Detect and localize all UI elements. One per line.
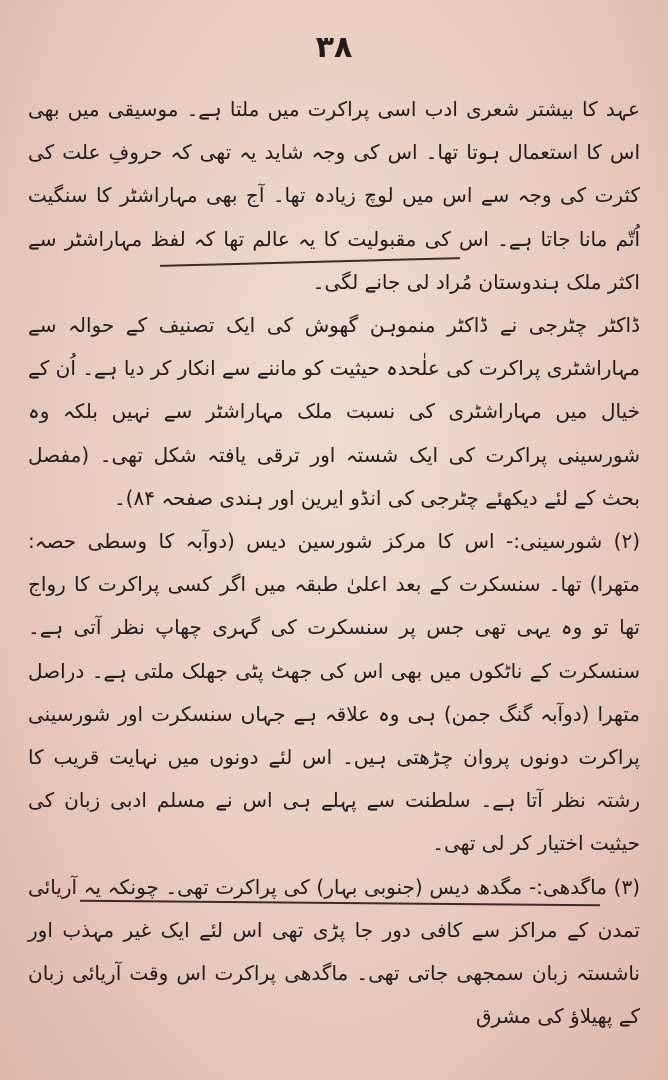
paragraph-2: ڈاکٹر چٹرجی نے ڈاکٹر منموہن گھوش کی ایک تصنیف کے حوالہ سے مہاراشٹری پراکرت کی علٰحدہ حیثیت کو ماننے سے انکار کر دیا ہے۔ اُن کے خیال میں مہاراشٹری کی نسبت ملک مہاراشٹر سے نہیں بلکہ وہ شورسینی پراکرت کی ایک شستہ اور ترقی یافتہ شکل تھی۔ (مفصل بحث کے لئے دیکھئے چٹرجی کی انڈو ایرین اور ہندی صفحہ ۸۴)۔ xyxy=(28,313,640,510)
paragraph-1: عہد کا بیشتر شعری ادب اسی پراکرت میں ملتا ہے۔ موسیقی میں بھی اس کا استعمال ہوتا تھا۔ اس کی وجہ شاید یہ تھی کہ حروفِ علت کی کثرت کی وجہ سے اس میں لوچ زیادہ تھا۔ آج بھی مہاراشٹر کا سنگیت اُتّم مانا جاتا ہے۔ اس کی مقبولیت کا یہ عالم تھا کہ لفظ مہاراشٹر سے اکثر ملک ہندوستان مُراد لی جانے لگی۔ xyxy=(28,97,640,294)
page-number: ۳۸ xyxy=(315,30,353,65)
paragraph-4: (۳) ماگدھی:- مگدھ دیس (جنوبی بہار) کی پراکرت تھی۔ چونکہ یہ آریائی تمدن کے مراکز سے کافی دور جا پڑی تھی اس لئے ایک غیر مہذب اور ناشستہ زبان سمجھی جاتی تھی۔ ماگدھی پراکرت اس وقت آریائی زبان کے پھیلاؤ کی مشرق xyxy=(28,874,640,1029)
paragraph-3: (۲) شورسینی:- اس کا مرکز شورسین دیس (دوآبہ کا وسطی حصہ: متھرا) تھا۔ سنسکرت کے بعد اعلیٰ طبقہ میں اگر کسی پراکرت کا رواج تھا تو وہ یہی تھی جس پر سنسکرت کی گہری چھاپ نظر آتی ہے۔ سنسکرت کے ناٹکوں میں بھی اس کی جھٹ پٹی جھلک ملتی ہے۔ دراصل متھرا (دوآبہ گنگ جمن) ہی وہ علاقہ ہے جہاں سنسکرت اور شورسینی پراکرت دونوں پروان چڑھتی ہیں۔ اس لئے دونوں میں نہایت قریب کا رشتہ نظر آتا ہے۔ سلطنت سے پہلے ہی اس نے مسلم ادبی زبان کی حیثیت اختیار کر لی تھی۔ xyxy=(28,529,640,856)
page-body xyxy=(28,88,640,1038)
